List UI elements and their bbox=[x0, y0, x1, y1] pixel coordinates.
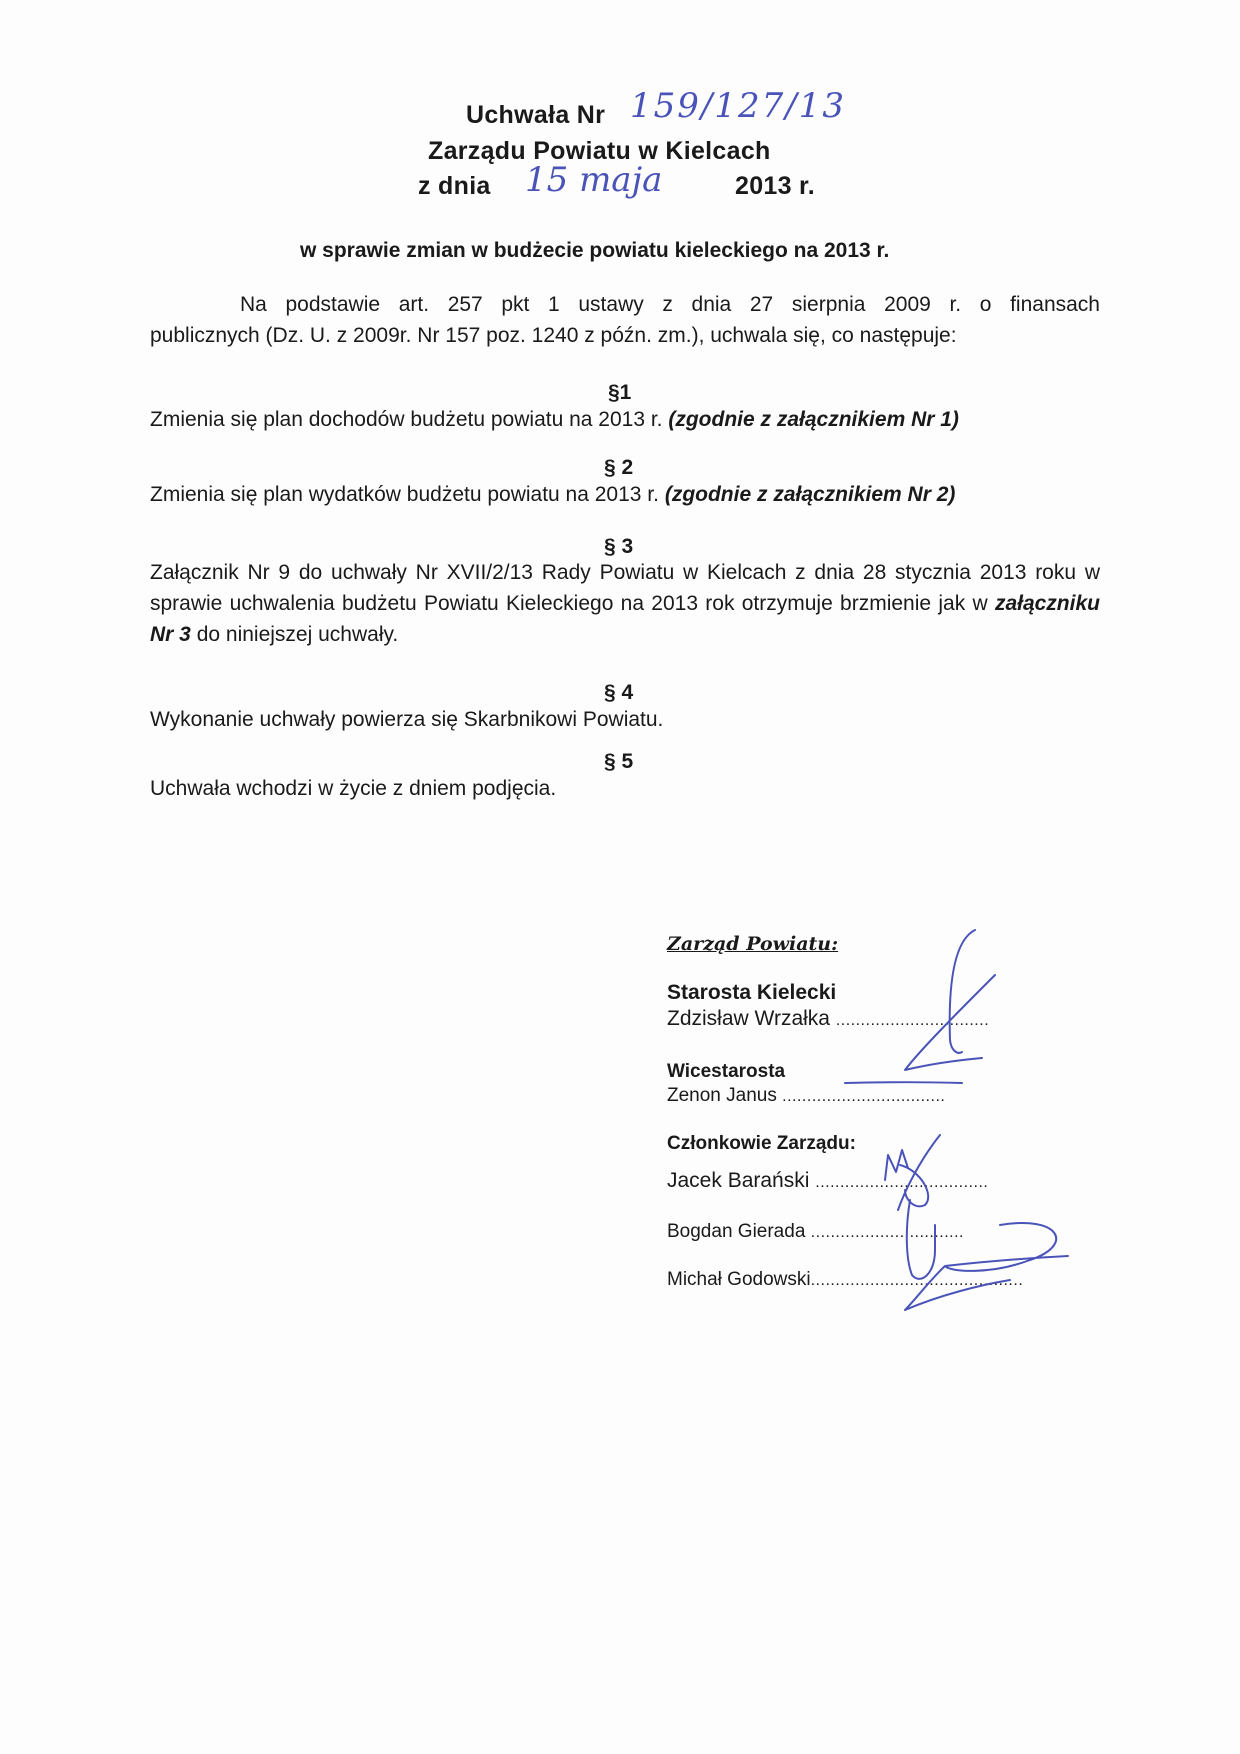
section-5-mark: § 5 bbox=[604, 750, 634, 773]
signature-janus bbox=[845, 1082, 962, 1083]
signature-dots: ............................... bbox=[835, 1012, 990, 1029]
signature-dots: ................................. bbox=[782, 1088, 946, 1105]
board-name: Zarządu Powiatu w Kielcach bbox=[428, 137, 771, 165]
wicestarosta-role: Wicestarosta bbox=[667, 1061, 786, 1082]
section-3-mark: § 3 bbox=[604, 535, 634, 558]
section-4-mark: § 4 bbox=[604, 681, 634, 704]
handwritten-resolution-number: 159/127/13 bbox=[630, 86, 846, 126]
signature-dots: ................................... bbox=[815, 1174, 989, 1191]
member-3-name: Michał Godowski bbox=[667, 1269, 811, 1290]
section-1-body: Zmienia się plan dochodów budżetu powiatu na 2013 r. bbox=[150, 408, 663, 431]
signature-dots: ............................... bbox=[810, 1224, 964, 1241]
signature-baranski bbox=[885, 1135, 940, 1210]
preamble-line-1: Na podstawie art. 257 pkt 1 ustawy z dnia 27 sierpnia 2009 r. o finansach bbox=[240, 293, 1100, 316]
section-3-body-end: do niniejszej uchwały. bbox=[196, 623, 399, 646]
member-2-name: Bogdan Gierada bbox=[667, 1221, 806, 1242]
section-3-attachment-ref: załączniku Nr 3 bbox=[150, 592, 1100, 646]
date-year: 2013 r. bbox=[735, 172, 815, 200]
section-2-mark: § 2 bbox=[604, 456, 634, 479]
member-1-name: Jacek Barański bbox=[667, 1169, 810, 1192]
resolution-title-prefix: Uchwała Nr bbox=[466, 101, 606, 129]
date-prefix: z dnia bbox=[418, 172, 491, 200]
starosta-name: Zdzisław Wrzałka bbox=[667, 1007, 830, 1030]
board-signature-heading: Zarząd Powiatu: bbox=[667, 933, 839, 955]
signature-wrzalka bbox=[905, 930, 995, 1070]
section-2-body: Zmienia się plan wydatków budżetu powiatu na 2013 r. bbox=[150, 483, 659, 506]
signature-godowski bbox=[905, 1223, 1068, 1310]
section-1-mark: §1 bbox=[608, 381, 632, 404]
signature-gierada bbox=[907, 1200, 935, 1279]
section-3-body: Załącznik Nr 9 do uchwały Nr XVII/2/13 Rady Powiatu w Kielcach z dnia 28 stycznia 2013 roku w sprawie uchwalenia budżetu Powiatu Kieleckiego na 2013 rok otrzymuje brzmienie jak w bbox=[150, 561, 1100, 615]
section-1-attachment-ref: (zgodnie z załącznikiem Nr 1) bbox=[668, 408, 959, 431]
section-4-text: Wykonanie uchwały powierza się Skarbnikowi Powiatu. bbox=[150, 708, 664, 731]
starosta-role: Starosta Kielecki bbox=[667, 981, 837, 1004]
section-5-text: Uchwała wchodzi w życie z dniem podjęcia. bbox=[150, 777, 557, 800]
handwritten-date: 15 maja bbox=[525, 160, 663, 200]
resolution-subject: w sprawie zmian w budżecie powiatu kieleckiego na 2013 r. bbox=[300, 239, 890, 262]
wicestarosta-name: Zenon Janus bbox=[667, 1085, 777, 1106]
members-heading: Członkowie Zarządu: bbox=[667, 1133, 856, 1154]
signature-dots: ........................................... bbox=[810, 1272, 1024, 1289]
preamble-line-2: publicznych (Dz. U. z 2009r. Nr 157 poz. 1240 z późn. zm.), uchwala się, co następuje: bbox=[150, 324, 957, 347]
section-2-attachment-ref: (zgodnie z załącznikiem Nr 2) bbox=[664, 483, 956, 506]
